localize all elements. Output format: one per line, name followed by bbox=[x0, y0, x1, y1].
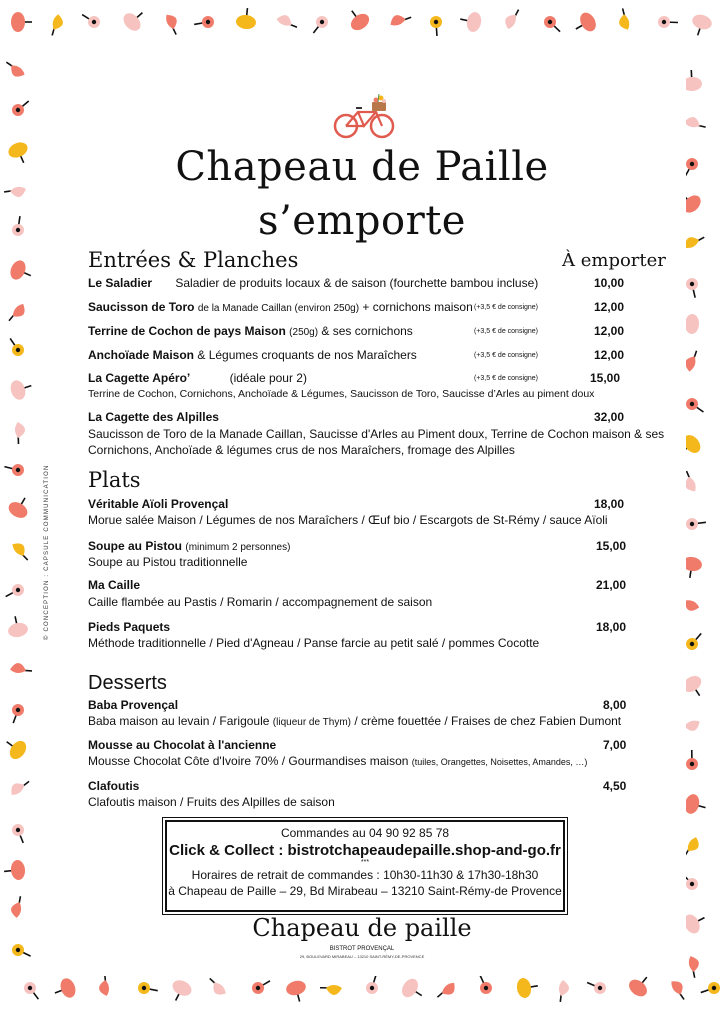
flower-motif bbox=[617, 8, 631, 31]
item-detail: de la Manade Caillan (environ 250g) bbox=[197, 303, 360, 314]
bicycle-icon bbox=[332, 92, 396, 142]
flower-motif bbox=[275, 13, 297, 28]
footer-subtitle: BISTROT PROVENÇAL bbox=[329, 946, 395, 952]
flower-motif bbox=[164, 12, 180, 35]
menu-item bbox=[88, 578, 140, 592]
item-price: 32,00 bbox=[594, 410, 625, 424]
item-desc: + cornichons maison bbox=[362, 300, 473, 314]
column-label: À emporter bbox=[562, 250, 666, 271]
section-desserts: Desserts bbox=[88, 672, 167, 694]
flower-motif bbox=[55, 976, 78, 1000]
item-desc bbox=[88, 714, 621, 728]
flower-motif bbox=[587, 982, 606, 994]
flower-motif bbox=[686, 633, 701, 650]
flower-motif bbox=[252, 981, 270, 994]
flower-motif bbox=[209, 978, 228, 998]
flower-motif bbox=[502, 10, 519, 31]
item-name: Le Saladier bbox=[88, 276, 153, 290]
menu-item bbox=[88, 410, 219, 424]
flower-motif bbox=[8, 378, 31, 401]
item-name: Terrine de Cochon de pays Maison bbox=[88, 324, 286, 338]
flower-motif bbox=[10, 662, 32, 673]
flower-motif bbox=[686, 750, 698, 770]
flower-motif bbox=[285, 979, 308, 1002]
flower-motif bbox=[701, 982, 720, 994]
section-plats: Plats bbox=[88, 468, 141, 492]
order-hours: Horaires de retrait de commandes : 10h30-11h30 & 17h30-18h30 bbox=[191, 868, 539, 882]
item-desc-b: (liqueur de Thym) bbox=[272, 717, 351, 728]
item-detail: (idéale pour 2) bbox=[229, 371, 307, 385]
item-desc: Cornichons, Anchoïade & légumes crus de nos Maraîchers, fromage des Alpilles bbox=[88, 443, 515, 457]
flower-motif bbox=[4, 464, 24, 476]
flower-motif bbox=[7, 616, 29, 639]
menu-item bbox=[88, 497, 228, 511]
title-line1: Chapeau de Paille bbox=[175, 144, 549, 190]
item-price: 15,00 bbox=[590, 371, 621, 385]
flower-motif bbox=[82, 15, 100, 28]
flower-motif bbox=[235, 8, 256, 30]
flower-motif bbox=[480, 975, 492, 994]
flower-motif bbox=[576, 10, 599, 34]
item-name: Mousse au Chocolat à l'ancienne bbox=[88, 738, 277, 752]
flower-motif bbox=[399, 976, 422, 1000]
item-name: Saucisson de Toro bbox=[88, 300, 195, 314]
flower-motif bbox=[138, 982, 158, 994]
flower-motif bbox=[170, 977, 194, 1000]
item-name: Baba Provençal bbox=[88, 698, 179, 712]
flower-motif bbox=[558, 980, 570, 1002]
flower-motif bbox=[51, 13, 65, 35]
item-desc: Saladier de produits locaux & de saison (fourchette bambou incluse) bbox=[175, 276, 539, 290]
item-name: Soupe au Pistou bbox=[88, 539, 183, 553]
flower-motif bbox=[690, 12, 713, 35]
menu-item bbox=[88, 698, 178, 712]
flower-motif bbox=[388, 13, 411, 28]
flower-motif bbox=[516, 977, 538, 999]
flower-motif bbox=[15, 422, 26, 444]
flower-motif bbox=[11, 12, 32, 32]
item-price: 18,00 bbox=[594, 497, 625, 511]
item-note: (+3,5 € de consigne) bbox=[474, 328, 539, 335]
design-credit: © CONCEPTION : CAPSULE COMMUNICATION bbox=[44, 464, 50, 640]
flower-motif bbox=[320, 985, 342, 995]
flower-motif bbox=[684, 115, 706, 128]
menu-item bbox=[88, 539, 290, 553]
flower-motif bbox=[430, 16, 442, 36]
item-name: La Cagette des Alpilles bbox=[88, 410, 219, 424]
item-desc: Terrine de Cochon, Cornichons, Anchoïade & Légumes, Saucisson de Toro, Saucisse d’Arles au piment doux bbox=[88, 388, 595, 400]
item-desc: & Légumes croquants de nos Maraîchers bbox=[197, 348, 417, 362]
flower-motif bbox=[669, 977, 686, 999]
item-desc: Soupe au Pistou traditionnelle bbox=[88, 555, 248, 569]
footer-address: 29, BOULEVARD MIRABEAU – 13210 SAINT-RÉMY-DE-PROVENCE bbox=[299, 954, 425, 959]
flower-motif bbox=[6, 62, 26, 80]
menu-item bbox=[88, 324, 413, 338]
flower-motif bbox=[10, 539, 28, 560]
item-name: Clafoutis bbox=[88, 779, 140, 793]
flower-motif bbox=[686, 518, 706, 530]
title-line2: s’emporte bbox=[258, 198, 466, 244]
item-desc: Clafoutis maison / Fruits des Alpilles de saison bbox=[88, 795, 335, 809]
item-desc: Caille flambée au Pastis / Romarin / accompagnement de saison bbox=[88, 595, 433, 609]
flower-motif bbox=[98, 974, 109, 997]
flower-motif bbox=[685, 836, 702, 856]
item-name: La Cagette Apéro’ bbox=[88, 371, 191, 385]
flower-motif bbox=[437, 980, 458, 998]
item-name: Pieds Paquets bbox=[88, 620, 171, 634]
order-address: à Chapeau de Paille – 29, Bd Mirabeau – 13210 Saint-Rémy-de Provence bbox=[168, 884, 562, 898]
item-price: 15,00 bbox=[596, 539, 627, 553]
item-detail: (250g) bbox=[289, 327, 319, 338]
order-phone: Commandes au 04 90 92 85 78 bbox=[280, 826, 450, 840]
flower-motif bbox=[120, 10, 144, 34]
item-price: 12,00 bbox=[594, 348, 625, 362]
flower-motif bbox=[686, 398, 703, 412]
item-price: 18,00 bbox=[596, 620, 627, 634]
item-price: 21,00 bbox=[596, 578, 627, 592]
item-price: 12,00 bbox=[594, 300, 625, 314]
click-collect-link[interactable]: Click & Collect : bistrotchapeaudepaille.shop-and-go.fr bbox=[169, 842, 561, 859]
menu-item bbox=[88, 300, 473, 314]
flower-motif bbox=[6, 738, 29, 762]
flower-motif bbox=[24, 982, 38, 999]
flower-motif bbox=[686, 278, 698, 298]
item-desc bbox=[88, 754, 587, 768]
flower-motif bbox=[6, 584, 24, 597]
flower-motif bbox=[658, 16, 678, 28]
item-price: 7,00 bbox=[603, 738, 627, 752]
item-name: Véritable Aïoli Provençal bbox=[88, 497, 229, 511]
menu-item bbox=[88, 348, 417, 362]
item-note: (+3,5 € de consigne) bbox=[474, 304, 539, 311]
item-detail: (minimum 2 personnes) bbox=[185, 542, 291, 553]
flower-motif bbox=[10, 338, 24, 356]
item-price: 8,00 bbox=[603, 698, 627, 712]
menu-item bbox=[88, 371, 307, 385]
item-desc: Méthode traditionnelle / Pied d'Agneau / Panse farcie au petit salé / pommes Cocotte bbox=[88, 636, 540, 650]
item-price: 12,00 bbox=[594, 324, 625, 338]
item-desc: Morue salée Maison / Légumes de nos Maraîchers / Œuf bio / Escargots de St-Rémy / sauce Aïoli bbox=[88, 513, 608, 527]
menu-item bbox=[88, 779, 139, 793]
item-note: (+3,5 € de consigne) bbox=[474, 375, 539, 382]
flower-motif bbox=[8, 258, 31, 282]
item-desc: Saucisson de Toro de la Manade Caillan, Saucisse d'Arles au Piment doux, Terrine de Cochon maison & ses bbox=[88, 427, 665, 441]
item-desc-a: Mousse Chocolat Côte d'Ivoire 70% / Gourmandises maison bbox=[88, 754, 409, 768]
flower-motif bbox=[348, 10, 372, 33]
item-desc-a: Baba maison au levain / Farigoule bbox=[88, 714, 270, 728]
item-note: (+3,5 € de consigne) bbox=[474, 352, 539, 359]
flower-motif bbox=[9, 302, 29, 321]
item-name: Anchoïade Maison bbox=[88, 348, 195, 362]
flower-motif bbox=[544, 16, 560, 32]
flower-motif bbox=[7, 780, 29, 798]
flower-motif bbox=[626, 976, 650, 999]
flower-motif bbox=[194, 16, 214, 28]
item-price: 4,50 bbox=[603, 779, 627, 793]
flower-motif bbox=[366, 975, 378, 994]
item-name: Ma Caille bbox=[88, 578, 141, 592]
section-entrees: Entrées & Planches bbox=[88, 248, 299, 272]
flower-motif bbox=[4, 859, 26, 880]
order-stars: *** bbox=[360, 859, 370, 866]
footer-logo-name: Chapeau de paille bbox=[252, 914, 472, 942]
item-desc-c: / crème fouettée / Fraises de chez Fabien Dumont bbox=[354, 714, 622, 728]
item-desc: & ses cornichons bbox=[321, 324, 413, 338]
menu-item bbox=[88, 738, 276, 752]
flower-motif bbox=[683, 793, 706, 816]
item-desc-b: (tuiles, Orangettes, Noisettes, Amandes, …) bbox=[411, 757, 588, 767]
flower-motif bbox=[12, 824, 24, 843]
flower-motif bbox=[12, 704, 24, 723]
flower-motif bbox=[460, 11, 483, 33]
order-info-box bbox=[165, 820, 565, 912]
flower-motif bbox=[313, 16, 328, 33]
flower-motif bbox=[6, 498, 30, 521]
menu-item bbox=[88, 620, 170, 634]
menu-item bbox=[88, 276, 538, 290]
flower-motif bbox=[12, 101, 29, 116]
item-price: 10,00 bbox=[594, 276, 625, 290]
